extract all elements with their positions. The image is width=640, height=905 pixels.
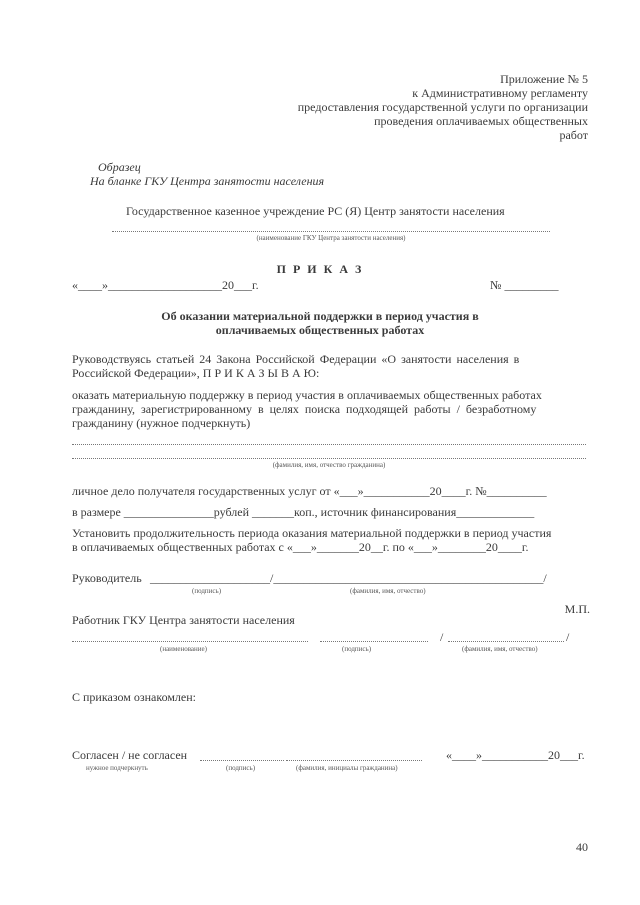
head-signature-line: ____________________/_____________________________________________/ (150, 571, 547, 585)
worker-caption-position: (наименование) (160, 645, 207, 653)
appendix-line-5: работ (559, 128, 588, 142)
head-caption-sign: (подпись) (192, 587, 222, 595)
body-p3-line-1: Установить продолжительность периода оказания материальной поддержки в период участия (72, 526, 552, 540)
head-label: Руководитель (72, 571, 142, 585)
org-underline (112, 231, 550, 232)
agree-label: Согласен / не согласен (72, 748, 188, 762)
worker-caption-fio: (фамилия, имя, отчество) (462, 645, 538, 653)
body-p2-line-1: оказать материальную поддержку в период участия в оплачиваемых общественных работах (72, 388, 542, 402)
acquainted-label: С приказом ознакомлен: (72, 690, 197, 704)
fio-line-1 (72, 444, 586, 445)
body-p1-line-2: Российской Федерации», П Р И К А З Ы В А Ю: (72, 366, 320, 380)
amount-line: в размере _______________рублей _______коп., источник финансирования_____________ (72, 505, 535, 519)
body-p1-line-1: Руководствуясь статьей 24 Закона Российской Федерации «О занятости населения в (72, 352, 520, 366)
org-name: Государственное казенное учреждение РС (Я) Центр занятости населения (126, 204, 505, 218)
agree-caption-fio: (фамилия, инициалы гражданина) (296, 764, 398, 772)
head-caption-fio: (фамилия, имя, отчество) (350, 587, 426, 595)
worker-slash-open: / (440, 630, 444, 644)
page-number: 40 (576, 840, 588, 854)
fio-caption: (фамилия, имя, отчество гражданина) (272, 461, 386, 469)
body-p2-line-3: гражданину (нужное подчеркнуть) (72, 416, 251, 430)
org-caption: (наименование ГКУ Центра занятости населения) (256, 234, 406, 242)
worker-label: Работник ГКУ Центра занятости населения (72, 613, 295, 627)
appendix-line-2: к Административному регламенту (412, 86, 588, 100)
worker-sign-line (320, 641, 428, 642)
case-line: личное дело получателя государственных услуг от «___»___________20____г. №__________ (72, 484, 547, 498)
worker-fio-line (448, 641, 564, 642)
order-number: № _________ (490, 278, 559, 292)
worker-caption-sign: (подпись) (342, 645, 372, 653)
agree-date: «____»___________20___г. (446, 748, 585, 762)
order-heading-1: Об оказании материальной поддержки в период участия в (161, 309, 479, 323)
agree-caption-sign: (подпись) (226, 764, 256, 772)
appendix-line-4: проведения оплачиваемых общественных (374, 114, 588, 128)
order-heading-2: оплачиваемых общественных работах (215, 323, 425, 337)
sample-blank-note: На бланке ГКУ Центра занятости населения (90, 174, 325, 188)
order-date: «____»___________________20___г. (72, 278, 259, 292)
agree-fio-line (286, 760, 422, 761)
appendix-line-1: Приложение № 5 (500, 72, 588, 86)
stamp-place: М.П. (564, 602, 590, 616)
worker-position-line (72, 641, 308, 642)
appendix-line-3: предоставления государственной услуги по организации (297, 100, 588, 114)
order-title: П Р И К А З (276, 262, 364, 276)
sample-label: Образец (98, 160, 141, 174)
agree-hint: нужное подчеркнуть (86, 764, 148, 772)
agree-sign-line (200, 760, 284, 761)
body-p2-line-2: гражданину, зарегистрированному в целях поиска подходящей работы / безработному (72, 402, 537, 416)
worker-slash-close: / (566, 630, 570, 644)
fio-line-2 (72, 458, 586, 459)
body-p3-line-2: в оплачиваемых общественных работах с «___»_______20__г. по «___»________20____г. (72, 540, 529, 554)
